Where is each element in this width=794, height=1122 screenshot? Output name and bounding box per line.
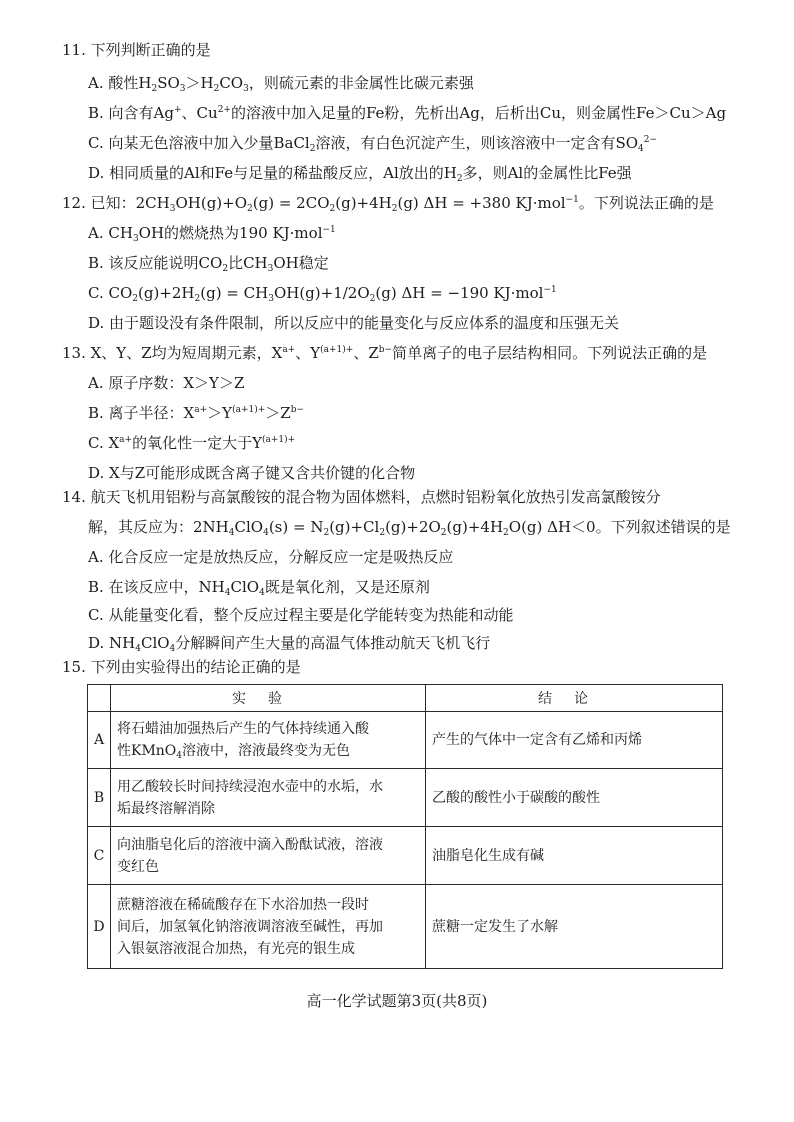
row-conclusion: 油脂皂化生成有碱 <box>426 827 723 885</box>
row-experiment: 用乙酸较长时间持续浸泡水壶中的水垢，水 垢最终溶解消除 <box>111 769 426 827</box>
q14-stem-line2: 解，其反应为：$2NH_4ClO_4(s) = N_2(g)+Cl_2(g)+2O_2(g)+4H_2O(g)$ ΔH＜0。下列叙述错误的是 <box>88 518 731 538</box>
table-row <box>88 769 723 827</box>
q12-option-a: A. $CH_3OH$的燃烧热为190 KJ·mol$^{-1}$ <box>88 224 336 244</box>
q13-option-c: C. $X^{a+}$的氧化性一定大于$Y^{(a+1)+}$ <box>88 434 296 452</box>
header-experiment: 实验 <box>111 685 426 712</box>
page-footer: 高一化学试题第3页(共8页) <box>306 992 488 1010</box>
row-conclusion: 产生的气体中一定含有乙烯和丙烯 <box>426 712 723 769</box>
q13-stem: 13. X、Y、Z均为短周期元素，$X^{a+}$、$Y^{(a+1)+}$、$Z^{b-}$简单离子的电子层结构相同。下列说法正确的是 <box>62 344 708 362</box>
q11-option-a: A. 酸性$H_2SO_3>H_2CO_3$，则硫元素的非金属性比碳元素强 <box>88 74 474 94</box>
table-row <box>88 827 723 885</box>
q12-option-b: B. 该反应能说明$CO_2$比$CH_3OH$稳定 <box>88 254 329 274</box>
row-label: A <box>88 712 111 769</box>
row-label: C <box>88 827 111 885</box>
q12-stem: 12. 已知：$2CH_3OH(g)+O_2(g) = 2CO_2(g)+4H_2(g) \Delta H = +380$ KJ·mol$^{-1}$。下列说法正确的是 <box>62 194 714 214</box>
experiment-table <box>87 684 723 969</box>
q14-option-b: B. 在该反应中，$NH_4ClO_4$既是氧化剂，又是还原剂 <box>88 578 430 598</box>
q11-option-c: C. 向某无色溶液中加入少量BaCl$_2$溶液，有白色沉淀产生，则该溶液中一定含有$SO_4^{2-}$ <box>88 134 658 154</box>
q13-option-d: D. X与Z可能形成既含离子键又含共价键的化合物 <box>88 464 416 482</box>
row-experiment: 向油脂皂化后的溶液中滴入酚酞试液，溶液 变红色 <box>111 827 426 885</box>
table-row <box>88 885 723 969</box>
table-row <box>88 712 723 769</box>
q14-option-c: C. 从能量变化看，整个反应过程主要是化学能转变为热能和动能 <box>88 606 514 624</box>
row-label: B <box>88 769 111 827</box>
q11-stem: 11. 下列判断正确的是 <box>62 41 211 59</box>
q14-option-d: D. $NH_4ClO_4$分解瞬间产生大量的高温气体推动航天飞机飞行 <box>88 634 491 654</box>
q12-option-d: D. 由于题设没有条件限制，所以反应中的能量变化与反应体系的温度和压强无关 <box>88 314 620 332</box>
q15-stem: 15. 下列由实验得出的结论正确的是 <box>62 658 301 676</box>
q11-option-d: D. 相同质量的Al和Fe与足量的稀盐酸反应，Al放出的$H_2$多，则Al的金属性比Fe强 <box>88 164 632 184</box>
header-conclusion: 结论 <box>426 685 723 712</box>
q13-option-a: A. 原子序数：X＞Y＞Z <box>88 374 245 392</box>
table-header-row <box>88 685 723 712</box>
q14-stem-line1: 14. 航天飞机用铝粉与高氯酸铵的混合物为固体燃料，点燃时铝粉氧化放热引发高氯酸铵分 <box>62 488 661 506</box>
row-conclusion: 乙酸的酸性小于碳酸的酸性 <box>426 769 723 827</box>
row-label: D <box>88 885 111 969</box>
q14-option-a: A. 化合反应一定是放热反应，分解反应一定是吸热反应 <box>88 548 454 566</box>
q13-option-b: B. 离子半径：$X^{a+}>Y^{(a+1)+}>Z^{b-}$ <box>88 404 305 422</box>
header-blank <box>88 685 111 712</box>
q12-option-c: C. $CO_2(g)+2H_2(g) = CH_3OH(g)+1/2O_2(g) \Delta H = -190$ KJ·mol$^{-1}$ <box>88 284 557 304</box>
row-experiment: 蔗糖溶液在稀硫酸存在下水浴加热一段时 间后，加氢氧化钠溶液调溶液至碱性，再加 入银氨溶液混合加热，有光亮的银生成 <box>111 885 426 969</box>
q11-option-b: B. 向含有Ag+、$Cu^{2+}$的溶液中加入足量的Fe粉，先析出Ag，后析出Cu，则金属性Fe＞Cu＞Ag <box>88 104 727 122</box>
row-experiment: 将石蜡油加强热后产生的气体持续通入酸 性KMnO$_4$溶液中，溶液最终变为无色 <box>111 712 426 769</box>
row-conclusion: 蔗糖一定发生了水解 <box>426 885 723 969</box>
